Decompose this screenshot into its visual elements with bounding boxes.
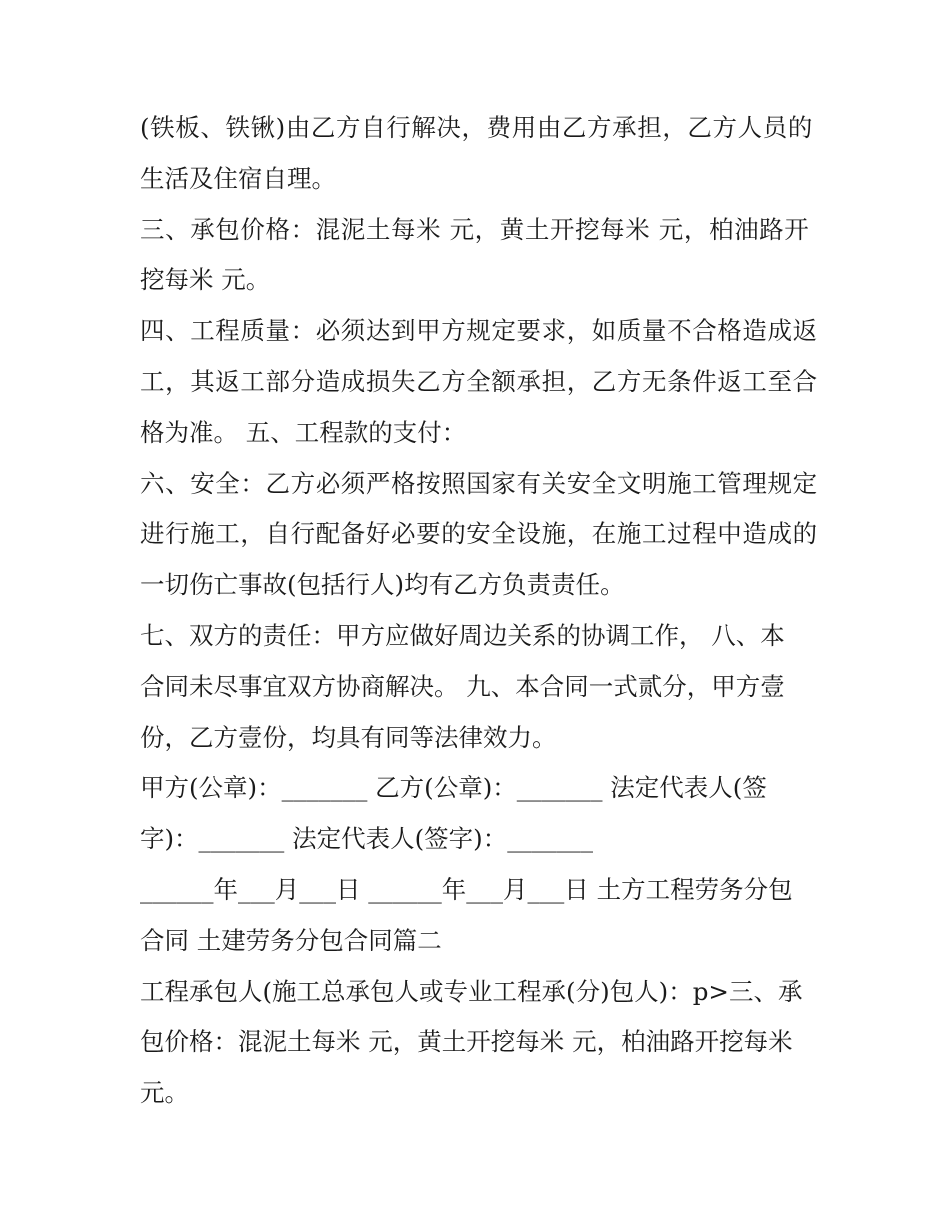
text-line: 七、双方的责任：甲方应做好周边关系的协调工作， 八、本 bbox=[140, 620, 785, 650]
text-line: 元。 bbox=[140, 1078, 189, 1108]
text-line: 四、工程质量：必须达到甲方规定要求，如质量不合格造成返 bbox=[140, 316, 818, 346]
text-line: 合同未尽事宜双方协商解决。 九、本合同一式贰分，甲方壹 bbox=[140, 671, 785, 701]
text-line: 一切伤亡事故(包括行人)均有乙方负责责任。 bbox=[140, 570, 625, 600]
signature-line: 字)：_______ 法定代表人(签字)：_______ bbox=[140, 824, 593, 854]
text-line: 份，乙方壹份，均具有同等法律效力。 bbox=[140, 722, 557, 752]
signature-line: 甲方(公章)：_______ 乙方(公章)：_______ 法定代表人(签 bbox=[140, 773, 767, 803]
text-line: 工，其返工部分造成损失乙方全额承担，乙方无条件返工至合 bbox=[140, 366, 818, 396]
text-line: 生活及住宿自理。 bbox=[140, 163, 336, 193]
text-line: 进行施工，自行配备好必要的安全设施，在施工过程中造成的 bbox=[140, 519, 818, 549]
text-line: 格为准。 五、工程款的支付： bbox=[140, 417, 467, 447]
text-line: (铁板、铁锹)由乙方自行解决，费用由乙方承担，乙方人员的 bbox=[140, 113, 813, 142]
date-line: ______年___月___日 ______年___月___日 土方工程劳务分包 bbox=[140, 874, 793, 904]
text-line: 挖每米 元。 bbox=[140, 265, 271, 295]
text-line: 合同 土建劳务分包合同篇二 bbox=[140, 925, 442, 955]
document-body bbox=[140, 103, 820, 1119]
text-line: 工程承包人(施工总承包人或专业工程承(分)包人)：p>三、承 bbox=[140, 976, 803, 1006]
text-line: 三、承包价格：混泥土每米 元，黄土开挖每米 元，柏油路开 bbox=[140, 214, 810, 244]
text-line: 六、安全：乙方必须严格按照国家有关安全文明施工管理规定 bbox=[140, 468, 818, 498]
text-line: 包价格：混泥土每米 元，黄土开挖每米 元，柏油路开挖每米 bbox=[140, 1027, 793, 1057]
